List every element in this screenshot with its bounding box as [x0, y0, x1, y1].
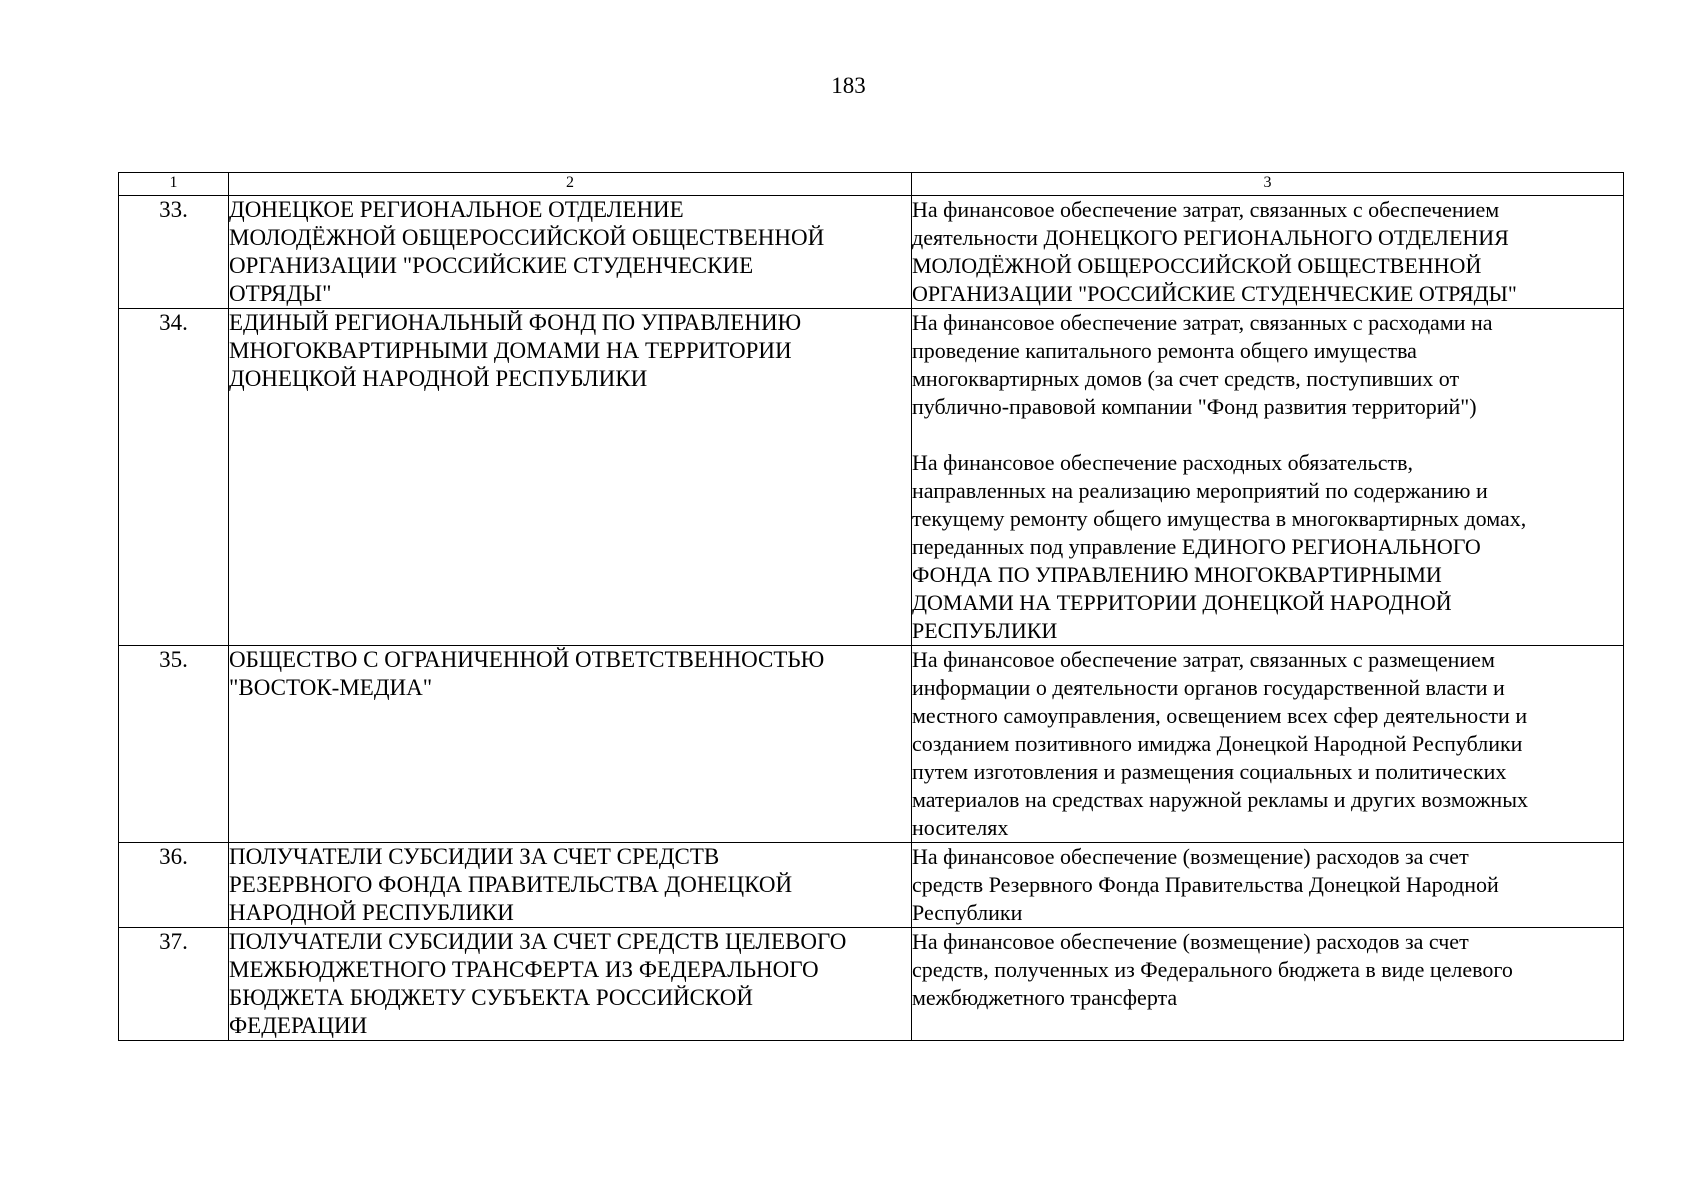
table-row	[119, 928, 1624, 1041]
purpose-text: На финансовое обеспечение (возмещение) расходов за счет средств, полученных из Федерального бюджета в виде целевого межбюджетного трансферта	[912, 929, 1513, 1010]
table-row	[119, 646, 1624, 843]
row-number: 36.	[119, 843, 229, 928]
purpose-text: На финансовое обеспечение (возмещение) расходов за счет средств Резервного Фонда Правительства Донецкой Народной Республики	[912, 844, 1499, 925]
table-row	[119, 843, 1624, 928]
purpose-cell	[912, 196, 1624, 309]
recipient-name: ПОЛУЧАТЕЛИ СУБСИДИИ ЗА СЧЕТ СРЕДСТВ ЦЕЛЕВОГО МЕЖБЮДЖЕТНОГО ТРАНСФЕРТА ИЗ ФЕДЕРАЛЬНОГО БЮДЖЕТА БЮДЖЕТУ СУБЪЕКТА РОССИЙСКОЙ ФЕДЕРАЦИИ	[229, 928, 912, 1041]
column-header-2: 2	[229, 173, 912, 196]
subsidy-table	[118, 172, 1624, 1041]
row-number: 35.	[119, 646, 229, 843]
row-number: 33.	[119, 196, 229, 309]
purpose-text: На финансовое обеспечение затрат, связанных с обеспечением деятельности ДОНЕЦКОГО РЕГИОНАЛЬНОГО ОТДЕЛЕНИЯ МОЛОДЁЖНОЙ ОБЩЕРОССИЙСКОЙ ОБЩЕСТВЕННОЙ ОРГАНИЗАЦИИ "РОССИЙСКИЕ СТУДЕНЧЕСКИЕ ОТРЯДЫ"	[912, 197, 1517, 306]
purpose-text: На финансовое обеспечение расходных обязательств, направленных на реализацию мероприятий по содержанию и текущему ремонту общего имущества в многоквартирных домах, переданных под управление ЕДИНОГО РЕГИОНАЛЬНОГО ФОНДА ПО УПРАВЛЕНИЮ МНОГОКВАРТИРНЫМИ ДОМАМИ НА ТЕРРИТОРИИ ДОНЕЦКОЙ НАРОДНОЙ РЕСПУБЛИКИ	[912, 450, 1527, 643]
recipient-name: ДОНЕЦКОЕ РЕГИОНАЛЬНОЕ ОТДЕЛЕНИЕ МОЛОДЁЖНОЙ ОБЩЕРОССИЙСКОЙ ОБЩЕСТВЕННОЙ ОРГАНИЗАЦИИ "РОССИЙСКИЕ СТУДЕНЧЕСКИЕ ОТРЯДЫ"	[229, 196, 912, 309]
recipient-name: ОБЩЕСТВО С ОГРАНИЧЕННОЙ ОТВЕТСТВЕННОСТЬЮ "ВОСТОК-МЕДИА"	[229, 646, 912, 843]
page-number: 183	[831, 73, 866, 98]
recipient-name: ПОЛУЧАТЕЛИ СУБСИДИИ ЗА СЧЕТ СРЕДСТВ РЕЗЕРВНОГО ФОНДА ПРАВИТЕЛЬСТВА ДОНЕЦКОЙ НАРОДНОЙ РЕСПУБЛИКИ	[229, 843, 912, 928]
row-number: 34.	[119, 309, 229, 646]
paragraph-gap	[912, 421, 1623, 449]
purpose-cell	[912, 646, 1624, 843]
row-number: 37.	[119, 928, 229, 1041]
column-header-1: 1	[119, 173, 229, 196]
table-header-row	[119, 173, 1624, 196]
table-row	[119, 309, 1624, 646]
table-row	[119, 196, 1624, 309]
purpose-cell	[912, 928, 1624, 1041]
purpose-text: На финансовое обеспечение затрат, связанных с расходами на проведение капитального ремонта общего имущества многоквартирных домов (за счет средств, поступивших от публично-правовой компании "Фонд развития территорий")	[912, 310, 1493, 419]
purpose-cell	[912, 843, 1624, 928]
purpose-text: На финансовое обеспечение затрат, связанных с размещением информации о деятельности органов государственной власти и местного самоуправления, освещением всех сфер деятельности и созданием позитивного имиджа Донецкой Народной Республики путем изготовления и размещения социальных и политических материалов на средствах наружной рекламы и других возможных носителях	[912, 647, 1528, 840]
column-header-3: 3	[912, 173, 1624, 196]
recipient-name: ЕДИНЫЙ РЕГИОНАЛЬНЫЙ ФОНД ПО УПРАВЛЕНИЮ МНОГОКВАРТИРНЫМИ ДОМАМИ НА ТЕРРИТОРИИ ДОНЕЦКОЙ НАРОДНОЙ РЕСПУБЛИКИ	[229, 309, 912, 646]
purpose-cell	[912, 309, 1624, 646]
